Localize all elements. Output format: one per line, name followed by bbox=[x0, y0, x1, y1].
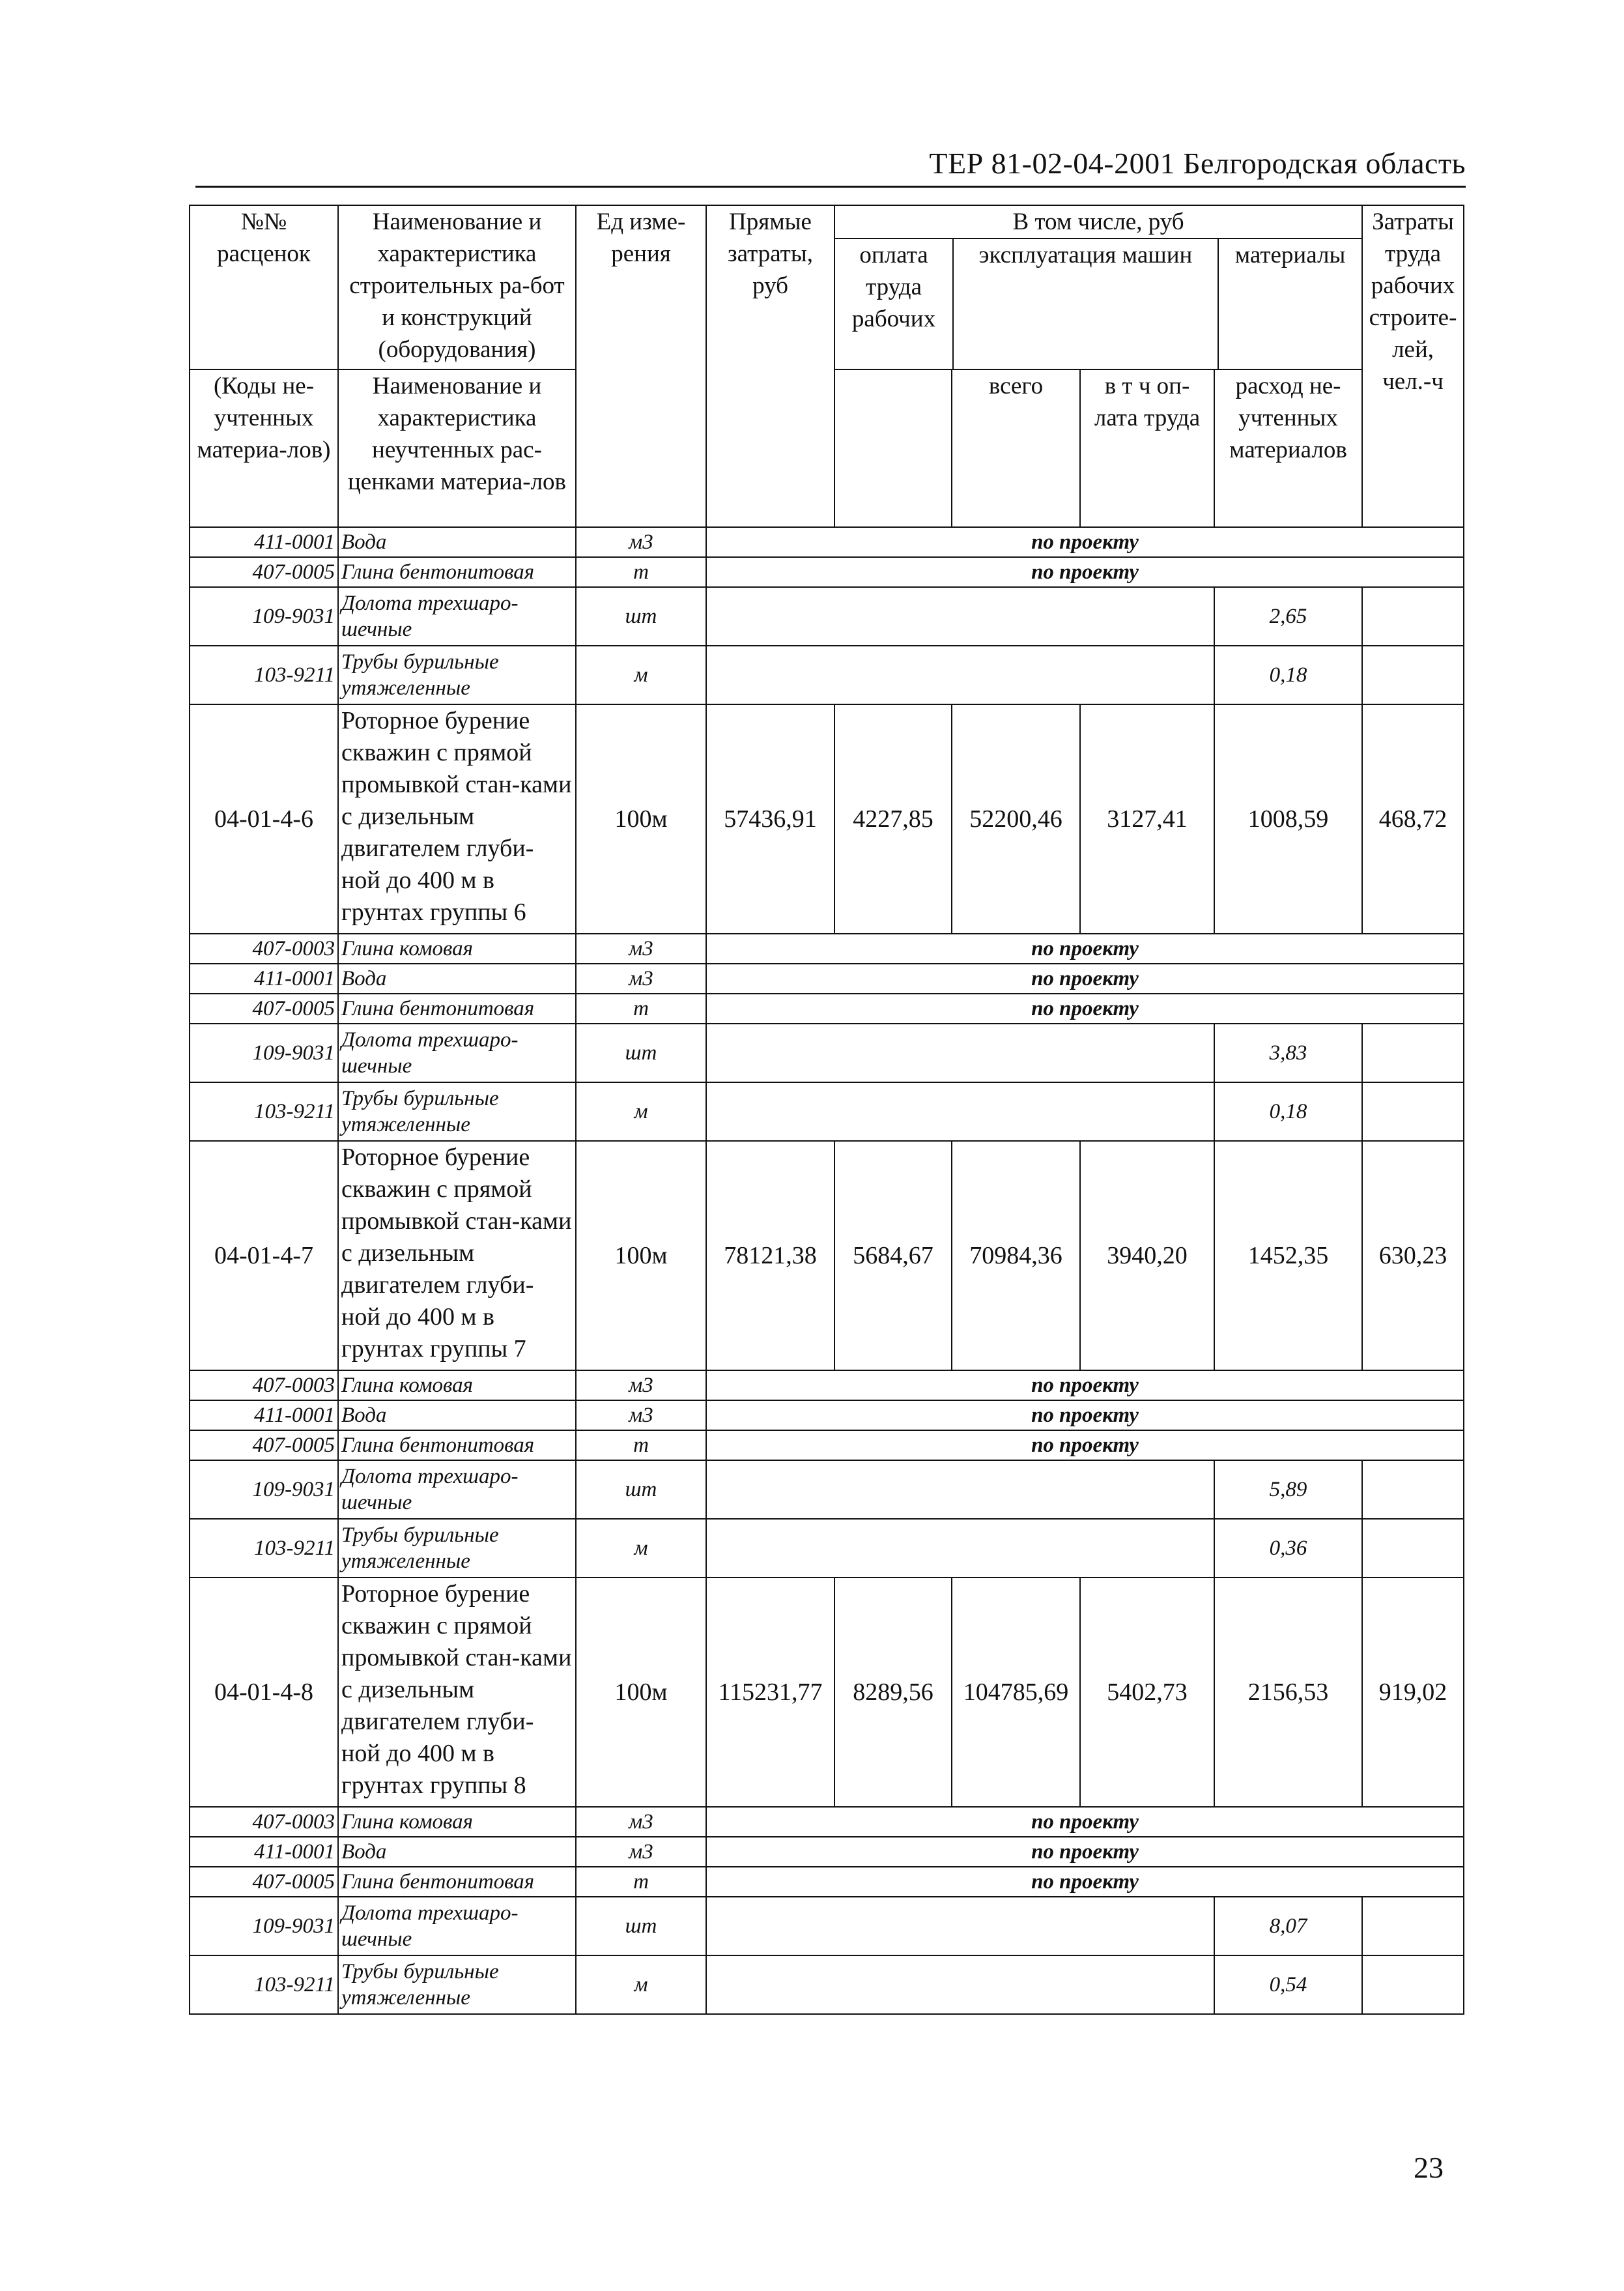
header-including: В том числе, руб bbox=[835, 206, 1361, 239]
header-code-top: №№ расценок bbox=[190, 205, 338, 369]
material-empty-span bbox=[706, 646, 1214, 704]
material-empty-span bbox=[706, 1024, 1214, 1082]
material-by-project: по проекту bbox=[706, 964, 1464, 994]
rate-direct-costs: 115231,77 bbox=[706, 1578, 834, 1807]
material-empty-hours bbox=[1362, 646, 1464, 704]
material-unit: т bbox=[576, 557, 706, 587]
material-name: Глина бентонитовая bbox=[338, 557, 576, 587]
material-unit: шт bbox=[576, 587, 706, 646]
header-materials: материалы bbox=[1234, 242, 1346, 268]
material-by-project: по проекту bbox=[706, 527, 1464, 557]
material-code: 407-0005 bbox=[190, 994, 338, 1024]
material-unit: м bbox=[576, 646, 706, 704]
material-name: Глина комовая bbox=[338, 1807, 576, 1837]
rate-labor-pay: 8289,56 bbox=[834, 1578, 952, 1807]
material-name: Вода bbox=[338, 1837, 576, 1867]
material-code: 407-0003 bbox=[190, 1807, 338, 1837]
material-name: Долота трехшаро-шечные bbox=[338, 1024, 576, 1082]
material-code: 103-9211 bbox=[190, 646, 338, 704]
material-by-project: по проекту bbox=[706, 994, 1464, 1024]
header-materials-bottom: расход не-учтенных материалов bbox=[1214, 369, 1362, 527]
material-empty-span bbox=[706, 1519, 1214, 1578]
material-consumption: 0,54 bbox=[1214, 1955, 1362, 2014]
material-empty-span bbox=[706, 1082, 1214, 1141]
header-rule bbox=[195, 186, 1466, 188]
rate-machines-total: 70984,36 bbox=[952, 1141, 1080, 1370]
material-unit: т bbox=[576, 994, 706, 1024]
rate-name: Роторное бурение скважин с прямой промывкой стан-ками с дизельным двигателем глуби-ной до 400 м в грунтах группы 8 bbox=[338, 1578, 576, 1807]
material-row bbox=[190, 1867, 1464, 1897]
material-empty-span bbox=[706, 587, 1214, 646]
material-by-project: по проекту bbox=[706, 1430, 1464, 1460]
material-code: 103-9211 bbox=[190, 1955, 338, 2014]
material-name: Вода bbox=[338, 1400, 576, 1430]
rate-code: 04-01-4-8 bbox=[190, 1578, 338, 1807]
material-code: 407-0005 bbox=[190, 1867, 338, 1897]
material-unit: м bbox=[576, 1519, 706, 1578]
material-by-project: по проекту bbox=[706, 934, 1464, 964]
rate-machines-labor: 3940,20 bbox=[1080, 1141, 1214, 1370]
material-unit: шт bbox=[576, 1024, 706, 1082]
material-row bbox=[190, 964, 1464, 994]
material-name: Долота трехшаро-шечные bbox=[338, 1897, 576, 1955]
header-name-bottom: Наименование и характеристика неучтенных рас-ценками материа-лов bbox=[338, 369, 576, 527]
header-labor-hours: Затраты труда рабочих строите-лей, чел.-ч bbox=[1362, 205, 1464, 527]
rate-machines-labor: 3127,41 bbox=[1080, 704, 1214, 934]
material-consumption: 8,07 bbox=[1214, 1897, 1362, 1955]
material-row bbox=[190, 1460, 1464, 1519]
material-consumption: 0,18 bbox=[1214, 646, 1362, 704]
rate-labor-hours: 468,72 bbox=[1362, 704, 1464, 934]
material-code: 407-0003 bbox=[190, 1370, 338, 1400]
header-labor-pay: оплата труда рабочих bbox=[835, 239, 954, 369]
material-row bbox=[190, 1370, 1464, 1400]
material-row bbox=[190, 587, 1464, 646]
material-unit: м3 bbox=[576, 527, 706, 557]
material-empty-hours bbox=[1362, 1897, 1464, 1955]
material-row bbox=[190, 527, 1464, 557]
header-labor-pay-empty bbox=[834, 369, 952, 527]
material-empty-hours bbox=[1362, 1024, 1464, 1082]
rate-row bbox=[190, 1141, 1464, 1370]
header-code-bottom: (Коды не-учтенных материа-лов) bbox=[190, 369, 338, 527]
material-code: 411-0001 bbox=[190, 1837, 338, 1867]
material-unit: т bbox=[576, 1430, 706, 1460]
material-row bbox=[190, 646, 1464, 704]
rate-labor-hours: 630,23 bbox=[1362, 1141, 1464, 1370]
material-by-project: по проекту bbox=[706, 1837, 1464, 1867]
material-by-project: по проекту bbox=[706, 1807, 1464, 1837]
rate-name: Роторное бурение скважин с прямой промывкой стан-ками с дизельным двигателем глуби-ной до 400 м в грунтах группы 6 bbox=[338, 704, 576, 934]
rate-code: 04-01-4-7 bbox=[190, 1141, 338, 1370]
rate-materials: 1452,35 bbox=[1214, 1141, 1362, 1370]
material-row bbox=[190, 1519, 1464, 1578]
header-unit: Ед изме-рения bbox=[576, 205, 706, 527]
rate-unit: 100м bbox=[576, 704, 706, 934]
header-machines-labor: в т ч оп-лата труда bbox=[1080, 369, 1214, 527]
material-row bbox=[190, 1400, 1464, 1430]
material-name: Трубы бурильные утяжеленные bbox=[338, 646, 576, 704]
material-by-project: по проекту bbox=[706, 1867, 1464, 1897]
material-unit: м bbox=[576, 1955, 706, 2014]
rate-row bbox=[190, 704, 1464, 934]
material-name: Вода bbox=[338, 964, 576, 994]
material-empty-span bbox=[706, 1897, 1214, 1955]
material-unit: шт bbox=[576, 1897, 706, 1955]
rate-machines-total: 52200,46 bbox=[952, 704, 1080, 934]
material-by-project: по проекту bbox=[706, 557, 1464, 587]
material-code: 109-9031 bbox=[190, 587, 338, 646]
header-direct-costs: Прямые затраты, руб bbox=[706, 205, 834, 527]
material-code: 411-0001 bbox=[190, 527, 338, 557]
material-code: 109-9031 bbox=[190, 1024, 338, 1082]
material-code: 411-0001 bbox=[190, 964, 338, 994]
document-header-title: ТЕР 81-02-04-2001 Белгородская область bbox=[929, 147, 1466, 180]
material-code: 103-9211 bbox=[190, 1519, 338, 1578]
material-name: Трубы бурильные утяжеленные bbox=[338, 1082, 576, 1141]
header-name-top: Наименование и характеристика строительных ра-бот и конструкций (оборудования) bbox=[338, 205, 576, 369]
rate-labor-pay: 5684,67 bbox=[834, 1141, 952, 1370]
rate-code: 04-01-4-6 bbox=[190, 704, 338, 934]
material-unit: м3 bbox=[576, 964, 706, 994]
material-unit: шт bbox=[576, 1460, 706, 1519]
material-name: Глина бентонитовая bbox=[338, 1430, 576, 1460]
material-name: Глина комовая bbox=[338, 1370, 576, 1400]
material-name: Глина бентонитовая bbox=[338, 1867, 576, 1897]
material-unit: м3 bbox=[576, 934, 706, 964]
header-machines: эксплуатация машин bbox=[954, 239, 1219, 369]
material-row bbox=[190, 1807, 1464, 1837]
header-row-top bbox=[190, 205, 1464, 369]
rate-machines-labor: 5402,73 bbox=[1080, 1578, 1214, 1807]
rate-machines-total: 104785,69 bbox=[952, 1578, 1080, 1807]
material-row bbox=[190, 934, 1464, 964]
material-empty-hours bbox=[1362, 1955, 1464, 2014]
material-name: Глина бентонитовая bbox=[338, 994, 576, 1024]
material-consumption: 2,65 bbox=[1214, 587, 1362, 646]
material-by-project: по проекту bbox=[706, 1370, 1464, 1400]
rate-row bbox=[190, 1578, 1464, 1807]
material-row bbox=[190, 1837, 1464, 1867]
material-code: 103-9211 bbox=[190, 1082, 338, 1141]
material-code: 109-9031 bbox=[190, 1897, 338, 1955]
rate-unit: 100м bbox=[576, 1141, 706, 1370]
material-unit: м bbox=[576, 1082, 706, 1141]
material-unit: м3 bbox=[576, 1370, 706, 1400]
material-row bbox=[190, 1897, 1464, 1955]
material-name: Глина комовая bbox=[338, 934, 576, 964]
material-row bbox=[190, 1024, 1464, 1082]
rates-table bbox=[189, 205, 1464, 2015]
material-unit: м3 bbox=[576, 1837, 706, 1867]
material-code: 109-9031 bbox=[190, 1460, 338, 1519]
rates-table-wrapper bbox=[189, 205, 1463, 2015]
material-row bbox=[190, 1430, 1464, 1460]
material-empty-hours bbox=[1362, 1082, 1464, 1141]
rate-name: Роторное бурение скважин с прямой промывкой стан-ками с дизельным двигателем глуби-ной до 400 м в грунтах группы 7 bbox=[338, 1141, 576, 1370]
material-code: 411-0001 bbox=[190, 1400, 338, 1430]
material-consumption: 3,83 bbox=[1214, 1024, 1362, 1082]
material-name: Трубы бурильные утяжеленные bbox=[338, 1955, 576, 2014]
material-name: Трубы бурильные утяжеленные bbox=[338, 1519, 576, 1578]
material-unit: м3 bbox=[576, 1400, 706, 1430]
material-empty-hours bbox=[1362, 1460, 1464, 1519]
material-by-project: по проекту bbox=[706, 1400, 1464, 1430]
material-row bbox=[190, 994, 1464, 1024]
material-consumption: 5,89 bbox=[1214, 1460, 1362, 1519]
page-number: 23 bbox=[1414, 2151, 1444, 2184]
rate-labor-pay: 4227,85 bbox=[834, 704, 952, 934]
header-machines-total: всего bbox=[952, 369, 1080, 527]
material-empty-span bbox=[706, 1460, 1214, 1519]
material-name: Долота трехшаро-шечные bbox=[338, 587, 576, 646]
material-unit: т bbox=[576, 1867, 706, 1897]
material-row bbox=[190, 1955, 1464, 2014]
material-row bbox=[190, 1082, 1464, 1141]
rate-labor-hours: 919,02 bbox=[1362, 1578, 1464, 1807]
rate-direct-costs: 57436,91 bbox=[706, 704, 834, 934]
material-empty-hours bbox=[1362, 1519, 1464, 1578]
material-empty-hours bbox=[1362, 587, 1464, 646]
rate-direct-costs: 78121,38 bbox=[706, 1141, 834, 1370]
rate-materials: 1008,59 bbox=[1214, 704, 1362, 934]
rate-unit: 100м bbox=[576, 1578, 706, 1807]
material-name: Вода bbox=[338, 527, 576, 557]
material-row bbox=[190, 557, 1464, 587]
material-unit: м3 bbox=[576, 1807, 706, 1837]
material-code: 407-0005 bbox=[190, 1430, 338, 1460]
rate-materials: 2156,53 bbox=[1214, 1578, 1362, 1807]
material-code: 407-0005 bbox=[190, 557, 338, 587]
material-name: Долота трехшаро-шечные bbox=[338, 1460, 576, 1519]
material-consumption: 0,18 bbox=[1214, 1082, 1362, 1141]
material-consumption: 0,36 bbox=[1214, 1519, 1362, 1578]
header-including-group bbox=[834, 205, 1362, 369]
material-empty-span bbox=[706, 1955, 1214, 2014]
material-code: 407-0003 bbox=[190, 934, 338, 964]
